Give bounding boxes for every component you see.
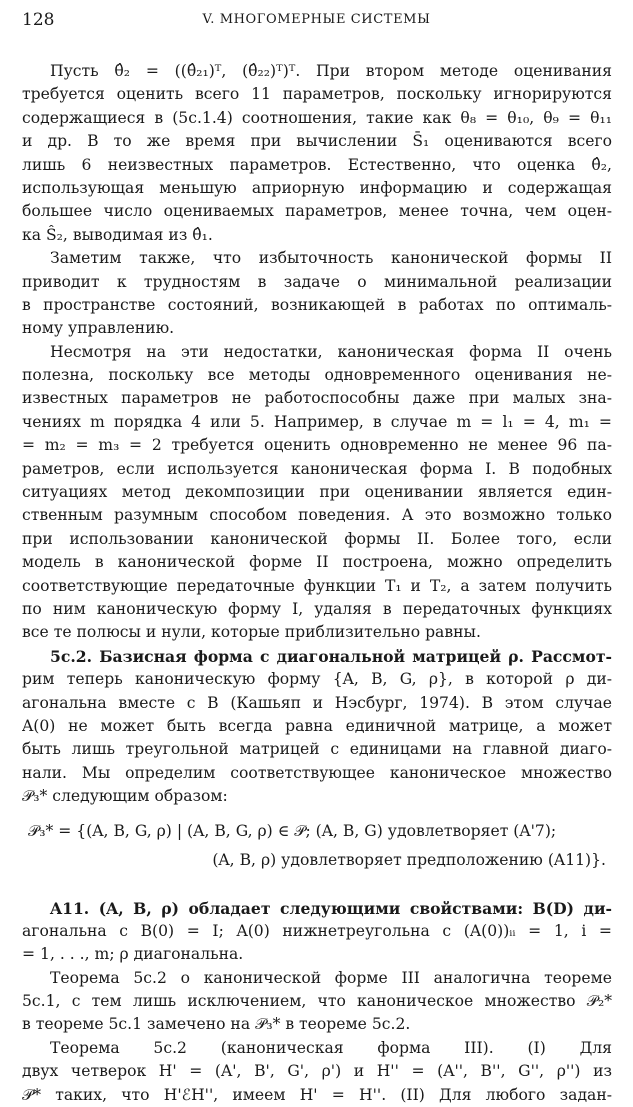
text-line: 𝒫* таких, что H'ℰH'', имеем H' = H''. (II) Для любого задан-: [22, 1085, 612, 1104]
page-number: 128: [22, 10, 55, 30]
text-line: чениях m порядка 4 или 5. Например, в случае m = l₁ = 4, m₁ =: [22, 412, 612, 431]
text-line: известных параметров не работоспособны даже при малых зна-: [22, 389, 612, 408]
text-line: приводит к трудностям в задаче о минимальной реализации: [22, 272, 612, 291]
text-line: модель в канонической форме II построена, можно определить: [22, 553, 612, 572]
text-line: полезна, поскольку все методы одновременного оценивания не-: [22, 366, 612, 385]
text-line: двух четверок H' = (A', B', G', ρ') и H'' = (A'', B'', G'', ρ'') из: [22, 1062, 612, 1081]
text-line: ка Ŝ₂, выводимая из θ̂₁.: [22, 225, 213, 244]
assumption-line: A11. (A, B, ρ) обладает следующими свойствами: B(D) ди-: [50, 898, 612, 918]
text-line: ситуациях метод декомпозиции при оценивании является един-: [22, 483, 612, 502]
text-line: ному управлению.: [22, 319, 175, 338]
text-line: раметров, если используется каноническая форма I. В подобных: [22, 459, 612, 478]
text-line: при использовании канонической формы II. Более того, если: [22, 529, 612, 548]
text-line: агональна вместе с B (Кашьяп и Нэсбург, 1974). В этом случае: [22, 693, 612, 712]
text-line: по ним каноническую форму I, удаляя в передаточных функциях: [22, 599, 612, 618]
text-line: содержащиеся в (5с.1.4) соотношения, такие как θ₈ = θ₁₀, θ₉ = θ₁₁: [22, 108, 612, 127]
text-line: нали. Мы определим соответствующее каноническое множество: [22, 763, 612, 782]
text-line: все те полюсы и нули, которые приблизительно равны.: [22, 623, 481, 642]
theorem-line: Теорема 5с.2 (каноническая форма III). (I) Для: [50, 1038, 612, 1057]
text-line: 𝒫₃* следующим образом:: [22, 787, 228, 806]
text-line: в пространстве состояний, возникающей в работах по оптималь-: [22, 295, 612, 314]
text-line: A(0) не может быть всегда равна единичной матрице, а может: [22, 716, 612, 735]
page-header: [22, 10, 611, 34]
text-line: большее число оцениваемых параметров, менее точна, чем оцен-: [22, 202, 612, 221]
text-line: ственным разумным способом поведения. А это возможно только: [22, 506, 612, 525]
section-heading-line: 5с.2. Базисная форма с диагональной матрицей ρ. Рассмот-: [50, 646, 612, 666]
formula-line-2: (A, B, ρ) удовлетворяет предположению (A11)}.: [212, 850, 606, 869]
text-line: и др. В то же время при вычислении S̄₁ оцениваются всего: [22, 132, 612, 151]
text-line: 5с.1, с тем лишь исключением, что каноническое множество 𝒫₂*: [22, 992, 612, 1011]
text-line: = m₂ = m₃ = 2 требуется оценить одновременно не менее 96 па-: [22, 436, 612, 455]
text-line: Заметим также, что избыточность канонической формы II: [50, 249, 612, 268]
text-line: Пусть θ̂₂ = ((θ̂₂₁)ᵀ, (θ̂₂₂)ᵀ)ᵀ. При втором методе оценивания: [50, 62, 612, 80]
running-title: V. МНОГОМЕРНЫЕ СИСТЕМЫ: [202, 12, 431, 27]
text-line: использующая меньшую априорную информацию и содержащая: [22, 178, 612, 197]
text-line: в теореме 5с.1 замечено на 𝒫₃* в теореме 5с.2.: [22, 1015, 411, 1034]
text-line: лишь 6 неизвестных параметров. Естественно, что оценка θ̂₂,: [22, 155, 612, 174]
text-line: рим теперь каноническую форму {A, B, G, ρ}, в которой ρ ди-: [22, 670, 612, 689]
formula-line-1: 𝒫₃* = {(A, B, G, ρ) | (A, B, G, ρ) ∈ 𝒫; (A, B, G) удовлетворяет (A'7);: [28, 821, 557, 840]
text-line: быть лишь треугольной матрицей с единицами на главной диаго-: [22, 740, 612, 759]
text-line: агональна с B(0) = I; A(0) нижнетреугольна с (A(0))ᵢᵢ = 1, i =: [22, 921, 612, 940]
text-line: соответствующие передаточные функции T₁ и T₂, а затем получить: [22, 576, 612, 595]
text-line: Несмотря на эти недостатки, каноническая форма II очень: [50, 342, 612, 361]
text-line: требуется оценить всего 11 параметров, поскольку игнорируются: [22, 85, 612, 104]
text-line: = 1, . . ., m; ρ диагональна.: [22, 945, 244, 964]
page-body: [22, 60, 612, 1107]
text-line: Теорема 5с.2 о канонической форме III аналогична теореме: [50, 968, 612, 987]
